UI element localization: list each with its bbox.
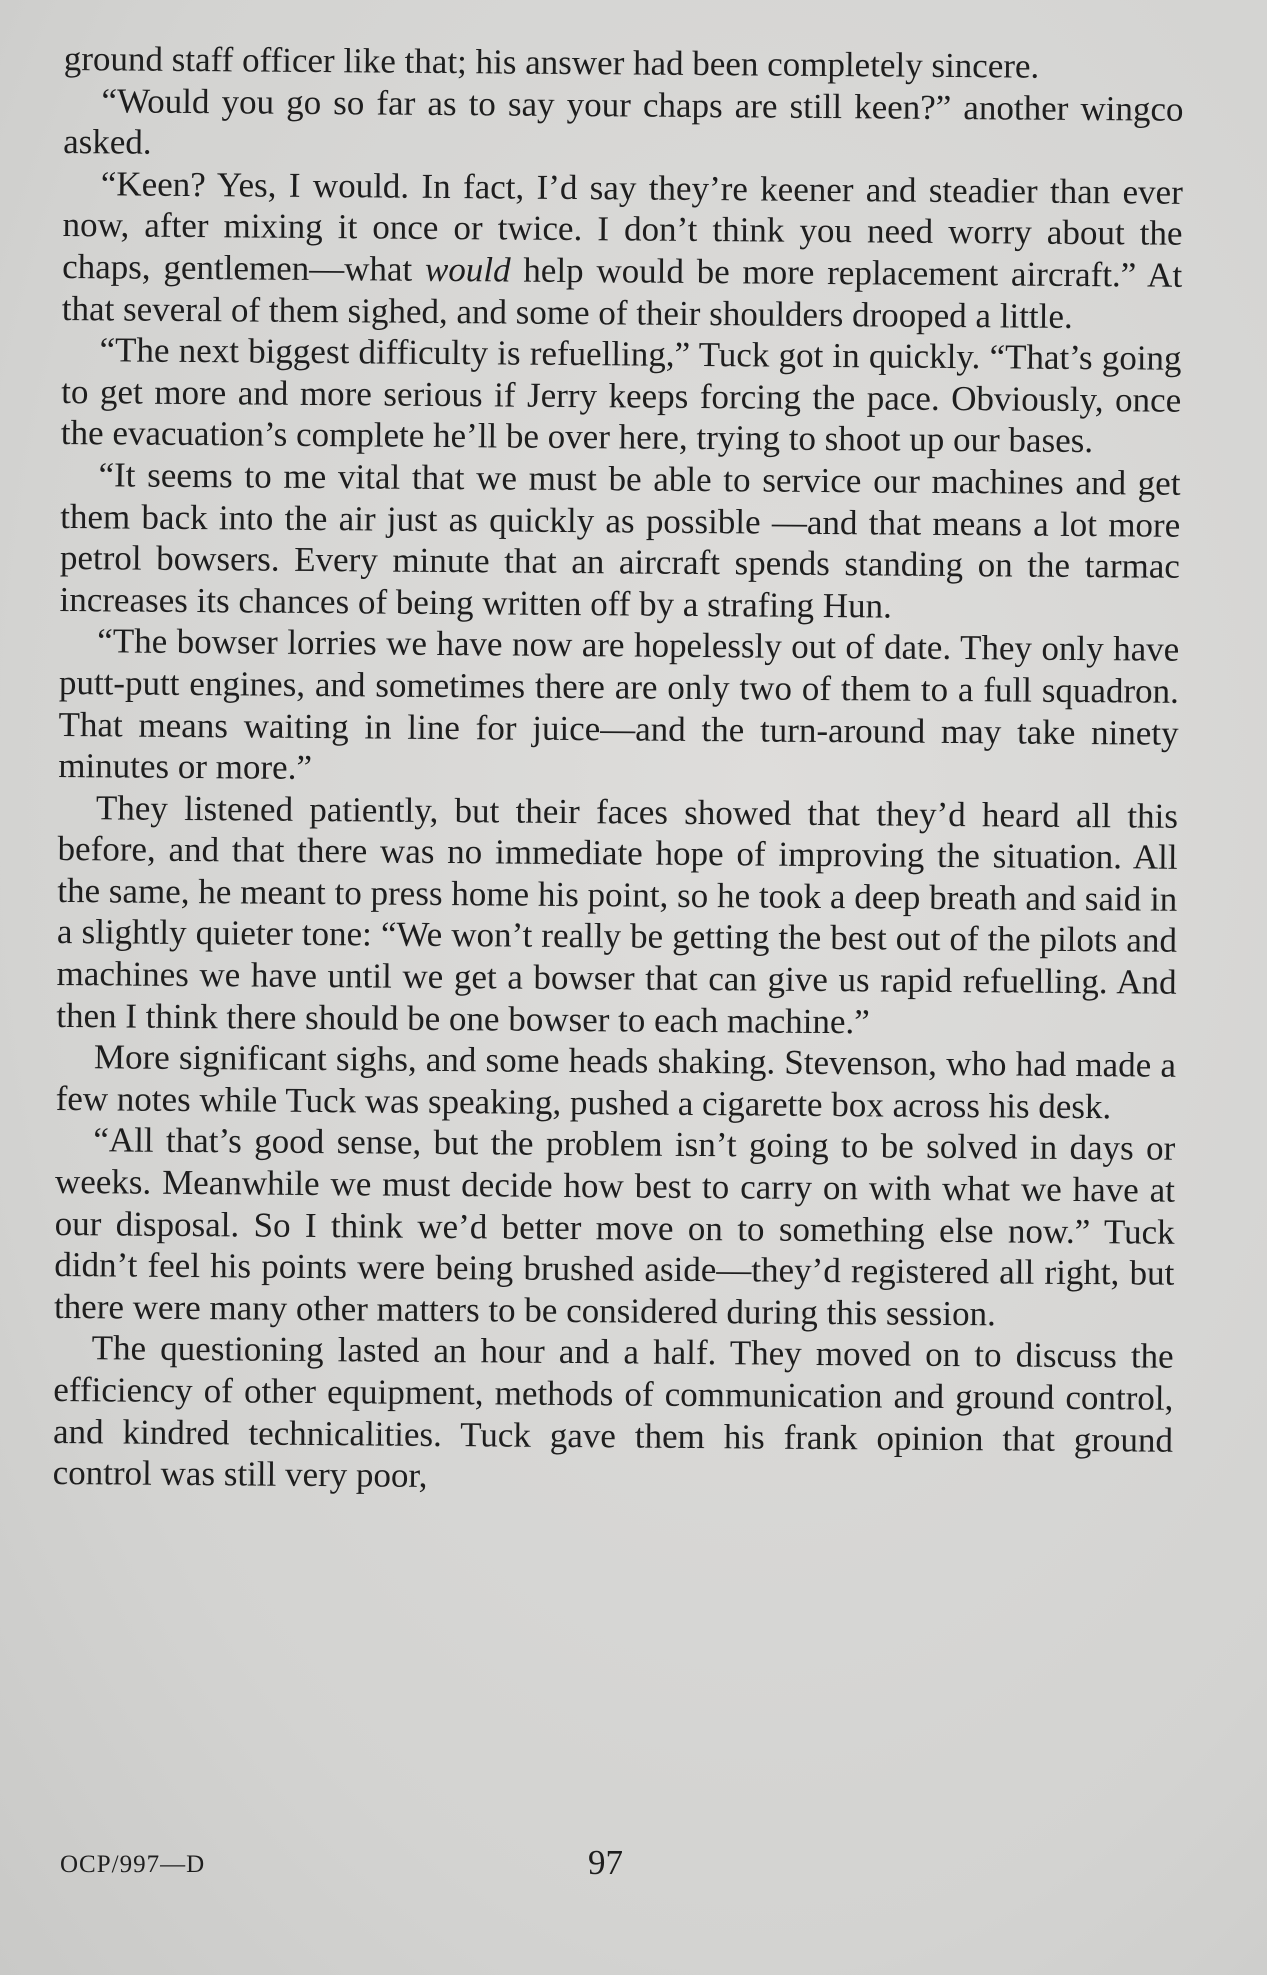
paragraph-9: “All that’s good sense, but the problem isn’t going to be solved in days or weeks. Meanwhile we must decide how best to carry on with what we have at our disposal. So I think we’d better move on to something else now.” Tuck didn’t feel his points were being brushed aside—they’d registered all right, but there were many other matters to be considered during this session.: [53, 1120, 1176, 1334]
paragraph-3-end: help would be more replacement aircraft.” At that several of them sighed, and some of their shoulders drooped a little.: [61, 250, 1183, 336]
paragraph-5: “It seems to me vital that we must be able to service our machines and get them back into the air just as quickly as possible —and that means a lot more petrol bowsers. Every minute that an aircraft spends standing on the tarmac increases its chances of being written off by a strafing Hun.: [59, 455, 1181, 626]
paragraph-6: “The bowser lorries we have now are hopelessly out of date. They only have putt-putt engines, and sometimes there are only two of them to a full squadron. That means waiting in line for juice—and the turn-around may take ninety minutes or more.”: [58, 621, 1180, 788]
paragraph-3-start: “Keen? Yes, I would. In fact, I’d say they’re keener and steadier than ever now, after mixing it once or twice. I don’t think you need worry about the chaps, gentlemen—what: [62, 164, 1183, 289]
paragraph-3: [62, 163, 1183, 338]
body-text: [53, 38, 1184, 1503]
paragraph-10: The questioning lasted an hour and a half. They moved on to discuss the efficiency of other equipment, methods of communication and ground control, and kindred technicalities. Tuck gave them his frank opinion that ground control was still very poor,: [52, 1328, 1174, 1496]
paragraph-4: “The next biggest difficulty is refuelling,” Tuck got in quickly. “That’s going to get more and more serious if Jerry keeps forcing the pace. Obviously, once the evacuation’s complete he’ll be over here, trying to shoot up our bases.: [60, 330, 1182, 461]
printer-signature: OCP/997—D: [60, 1851, 206, 1878]
page-number: 97: [588, 1843, 623, 1882]
paragraph-7: They listened patiently, but their faces showed that they’d heard all this before, and that there was no immediate hope of improving the situation. All the same, he meant to press home his point, so he took a deep breath and said in a slightly quieter tone: “We won’t really be getting the best out of the pilots and machines we have until we get a bowser that can give us rapid refuelling. And then I think there should be one bowser to each machine.”: [56, 787, 1179, 1042]
paragraph-8: More significant sighs, and some heads shaking. Stevenson, who had made a few notes while Tuck was speaking, pushed a cigarette box across his desk.: [55, 1037, 1177, 1127]
paragraph-1: ground staff officer like that; his answer had been completely sincere.: [63, 38, 1040, 86]
paragraph-2: “Would you go so far as to say your chaps are still keen?” another wingco asked.: [63, 80, 1184, 162]
paragraph-3-emphasis: would: [424, 249, 511, 290]
